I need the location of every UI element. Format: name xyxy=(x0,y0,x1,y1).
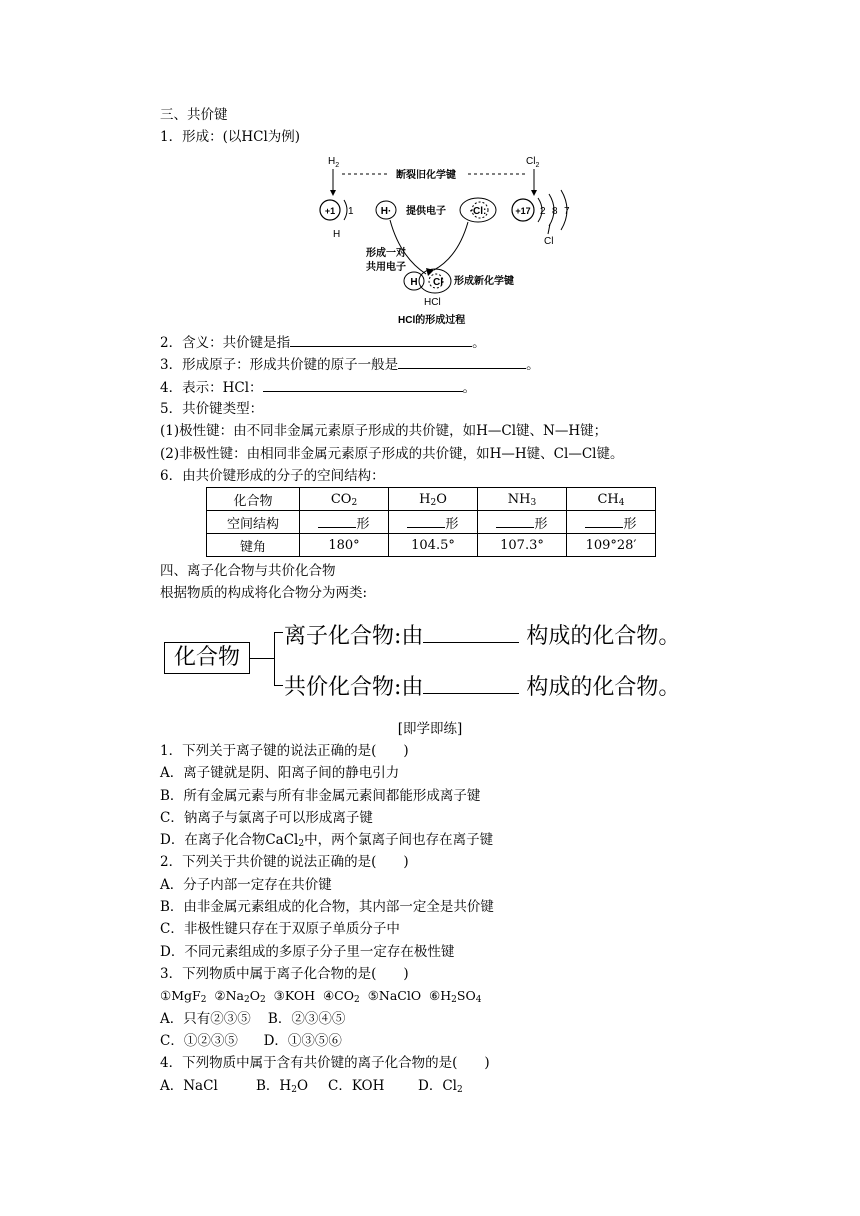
header-shape: 空间结构 xyxy=(207,511,300,534)
item-formation: 1．形成：(以HCl为例) xyxy=(160,129,301,145)
item-molecular-structure: 6．由共价键形成的分子的空间结构： xyxy=(160,468,385,484)
h-shell-count: 1 xyxy=(348,206,354,217)
form-pair-label-1: 形成一对 xyxy=(366,248,406,259)
cell-shape-co2: 形 xyxy=(300,511,389,534)
item-bond-types: 5．共价键类型： xyxy=(160,401,264,417)
q3-item-5: ⑤NaClO xyxy=(367,988,422,1003)
question-4: 4．下列物质中属于含有共价键的离子化合物的是( ) xyxy=(160,1055,490,1071)
cl-shell-3: 7 xyxy=(564,206,570,217)
classification-intro: 根据物质的构成将化合物分为两类: xyxy=(160,585,368,601)
q3-option-a[interactable]: A．只有②③⑤ xyxy=(160,1011,251,1027)
q3-item-4: $④CO_2$ xyxy=(322,988,360,1005)
cell-angle-ch4: 109°28′ xyxy=(567,534,656,557)
blank-shape-ch4[interactable] xyxy=(585,514,623,528)
cell-angle-h2o: 104.5° xyxy=(389,534,478,557)
covalent-compound-branch: 共价化合物:由 构成的化合物。 xyxy=(284,671,680,701)
hcl-molecule-label: HCl xyxy=(424,297,441,308)
molecular-structure-table xyxy=(206,487,656,557)
q1-option-a[interactable]: A．离子键就是阴、阳离子间的静电引力 xyxy=(160,765,400,781)
hcl-formation-diagram xyxy=(318,152,588,327)
form-pair-label-2: 共用电子 xyxy=(366,262,406,273)
cell-h2o: $H_2O$ xyxy=(389,488,478,511)
branch-bracket xyxy=(274,632,283,686)
cell-co2: $CO_2$ xyxy=(300,488,389,511)
blank-shape-nh3[interactable] xyxy=(496,514,534,528)
item-polar-bond: (1)极性键：由不同非金属元素原子形成的共价键，如H—Cl键、N—H键； xyxy=(160,423,608,439)
provide-electron-label: 提供电子 xyxy=(406,206,446,217)
cl-to-hcl-arrow xyxy=(434,222,468,270)
q4-option-d[interactable]: D．$Cl_2$ xyxy=(418,1078,463,1095)
hcl-cl-symbol: Cl xyxy=(433,277,443,288)
h-nucleus-charge: +1 xyxy=(324,206,336,216)
q3-options-ab xyxy=(160,1010,345,1028)
practice-heading: [即学即练] xyxy=(397,721,463,737)
cell-angle-co2: 180° xyxy=(300,534,389,557)
q1-option-d[interactable]: D．在离子化合物CaCl$_2$中，两个氯离子间也存在离子键 xyxy=(160,832,494,849)
new-bond-label: 形成新化学键 xyxy=(454,276,514,287)
q3-substances xyxy=(160,987,481,1005)
cell-shape-h2o: 形 xyxy=(389,511,478,534)
cl-nucleus-charge: +17 xyxy=(515,206,531,216)
cell-angle-nh3: 107.3° xyxy=(478,534,567,557)
cell-shape-ch4: 形 xyxy=(567,511,656,534)
cl2-arrowhead xyxy=(531,190,537,196)
question-1: 1．下列关于离子键的说法正确的是( ) xyxy=(160,743,409,759)
table-row-angle xyxy=(207,534,656,557)
h-shell-arc xyxy=(344,200,347,220)
q1-option-c[interactable]: C．钠离子与氯离子可以形成离子键 xyxy=(160,810,373,826)
q1-option-b[interactable]: B．所有金属元素与所有非金属元素间都能形成离子键 xyxy=(160,788,481,804)
q4-option-a[interactable]: A．NaCl xyxy=(160,1078,218,1094)
section-title-covalent-bond: 三、共价键 xyxy=(160,107,228,123)
cell-nh3: $NH_3$ xyxy=(478,488,567,511)
q3-option-d[interactable]: D．①③⑤⑥ xyxy=(263,1033,342,1049)
blank-meaning[interactable] xyxy=(290,333,472,347)
header-compound: 化合物 xyxy=(207,488,300,511)
compound-classification xyxy=(160,616,760,700)
blank-shape-co2[interactable] xyxy=(318,514,356,528)
h-dot-symbol: H· xyxy=(380,206,392,217)
hcl-h-symbol: H xyxy=(410,277,418,288)
q2-option-b[interactable]: B．由非金属元素组成的化合物，其内部一定全是共价键 xyxy=(160,899,494,915)
h-atom-label: H xyxy=(333,229,341,240)
q4-option-b[interactable]: B．$H_2O$ xyxy=(256,1078,309,1095)
item-nonpolar-bond: (2)非极性键：由相同非金属元素原子形成的共价键，如H—H键、Cl—Cl键。 xyxy=(160,446,624,462)
q2-option-a[interactable]: A．分子内部一定存在共价键 xyxy=(160,877,332,893)
blank-covalent-constituent[interactable] xyxy=(423,671,519,694)
h2-label: $H_2$ xyxy=(328,156,340,169)
cl-atom-label: Cl xyxy=(544,236,554,247)
blank-ionic-constituent[interactable] xyxy=(423,620,519,643)
cell-ch4: $CH_4$ xyxy=(567,488,656,511)
q2-option-c[interactable]: C．非极性键只存在于双原子单质分子中 xyxy=(160,921,400,937)
blank-representation[interactable] xyxy=(263,378,463,392)
item-representation: 4．表示：HCl： 。 xyxy=(160,380,477,396)
ionic-compound-branch: 离子化合物:由 构成的化合物。 xyxy=(284,620,680,650)
question-2: 2．下列关于共价键的说法正确的是( ) xyxy=(160,854,409,870)
cl-dot-symbol: ·Cl: xyxy=(469,206,487,217)
header-angle: 键角 xyxy=(207,534,300,557)
cl2-label: $Cl_2$ xyxy=(526,156,540,169)
cl-shell-2: 8 xyxy=(552,206,558,217)
branch-stem xyxy=(250,658,274,659)
compound-root-box: 化合物 xyxy=(164,642,250,674)
h2-arrowhead xyxy=(330,190,336,196)
q3-option-b[interactable]: B．②③④⑤ xyxy=(267,1011,346,1027)
table-row-shape xyxy=(207,511,656,534)
diagram-caption: HCl的形成过程 xyxy=(398,315,466,326)
blank-forming-atoms[interactable] xyxy=(398,355,526,369)
q3-item-6: $⑥H_2SO_4$ xyxy=(429,988,482,1005)
item-meaning: 2．含义：共价键是指 。 xyxy=(160,335,486,351)
q3-item-1: ①MgF$_2$ xyxy=(160,988,207,1005)
q3-item-2: $②Na_2O_2$ xyxy=(214,988,266,1005)
question-3: 3．下列物质中属于离子化合物的是( ) xyxy=(160,966,409,982)
break-label: 断裂旧化学键 xyxy=(396,170,456,181)
item-forming-atoms: 3．形成原子：形成共价键的原子一般是 。 xyxy=(160,357,540,373)
section-title-ionic-covalent: 四、离子化合物与共价化合物 xyxy=(160,563,336,579)
cl-shell-1: 2 xyxy=(540,206,546,217)
q3-options-cd xyxy=(160,1032,342,1050)
q2-option-d[interactable]: D．不同元素组成的多原子分子里一定存在极性键 xyxy=(160,944,455,960)
q3-item-3: ③KOH xyxy=(273,988,316,1003)
q4-options xyxy=(160,1077,463,1095)
q4-option-c[interactable]: C．KOH xyxy=(328,1078,385,1094)
blank-shape-h2o[interactable] xyxy=(407,514,445,528)
q3-option-c[interactable]: C．①②③⑤ xyxy=(160,1033,238,1049)
cell-shape-nh3: 形 xyxy=(478,511,567,534)
table-row-compounds xyxy=(207,488,656,511)
